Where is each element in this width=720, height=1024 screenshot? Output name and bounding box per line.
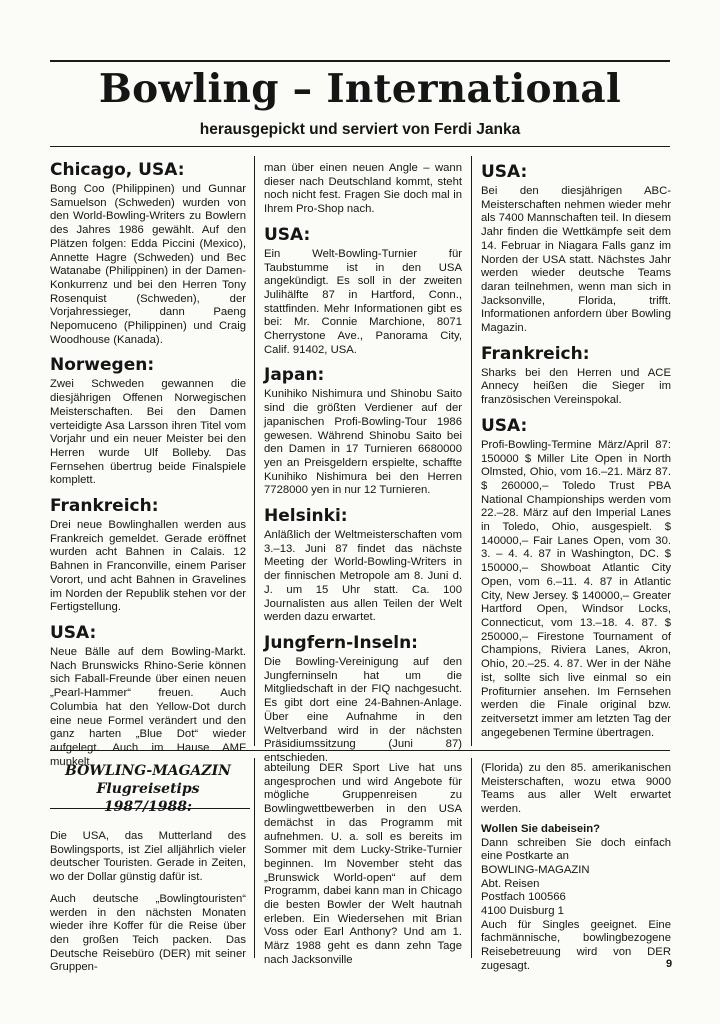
page-title: Bowling – International	[98, 66, 622, 112]
box-text: Auch für Singles geeignet. Eine fachmännische, bowlingbezogene Reisebetreuung wird von DER zugesagt.	[481, 918, 671, 972]
section-text: Anläßlich der Weltmeisterschaften vom 3.–13. Juni 87 findet das nächste Meeting der World-Bowling-Writers in der finnischen Metropole am 8. Juni d. J. um 15 Uhr statt. Ca. 100 Journalisten aus allen Teilen der Welt werden dazu erwartet.	[264, 529, 462, 624]
section-text: Kunihiko Nishimura und Shinobu Saito sind die größten Verdiener auf der japanischen Profi-Bowling-Tour 1986 gewesen. Während Shinobu Saito bei den Damen in 17 Turnieren 6680000 yen an Preisgeldern erspielte, schaffte Kunihiko Nishimura bei den Herren 7728000 yen in nur 12 Turnieren.	[264, 388, 462, 497]
section-text: Bei den diesjährigen ABC-Meisterschaften nehmen wieder mehr als 7400 Mannschaften teil. In diesem Jahr finden die Wettkämpfe seit dem 14. Februar in Niagara Falls ganz im Norden der USA statt. Nächstes Jahr werden wieder deutsche Teams daran teilnehmen, wenn man sich in Jacksonville, Florida, trifft. Informationen anfordern über Bowling Magazin.	[481, 185, 671, 335]
section-text: Drei neue Bowlinghallen werden aus Frankreich gemeldet. Gerade eröffnet wurden acht Bahnen in Calais. 12 Bahnen in Franconville, einem Pariser Vorort, und acht Bahnen in Gravelines im Norden der Republik stehen vor der Fertigstellung.	[50, 519, 246, 614]
section-text: Bong Coo (Philippinen) und Gunnar Samuelson (Schweden) wurden von den World-Bowling-Writers zu Bowlern des Jahres 1986 gewählt. Auf den Plätzen folgen: Edda Piccini (Mexico), Annette Hagre (Schweden) und Bec Watanabe (Philippinen) in der Damen-Konkurrenz und bei den Herren Tony Rosenquist (Schweden), der Vorjahressieger, dann Paeng Nepomuceno (Philippinen) und Craig Woodhouse (Kanada).	[50, 183, 246, 346]
section-heading: USA:	[50, 622, 97, 643]
column-divider-2	[471, 156, 472, 746]
column-3	[481, 162, 671, 740]
box-text: Dann schreiben Sie doch einfach eine Postkarte an	[481, 836, 671, 863]
section-heading: Chicago, USA:	[50, 160, 185, 180]
box-question: Wollen Sie dabeisein?	[481, 822, 601, 835]
section-heading: Frankreich:	[481, 343, 590, 364]
header-bottom-rule	[50, 146, 670, 147]
column-divider-1	[254, 156, 255, 746]
section-text: Ein Welt-Bowling-Turnier für Taubstumme ist in den USA angekündigt. Es soll in der zweiten Julihälfte 87 in Hartford, Conn., stattfinden. Mehr Informationen gibt es bei: Mr. Connie Marchione, 8071 Cherrystone Ave., Panorama City, Calif. 91402, USA.	[264, 247, 462, 356]
section-heading: Jungfern-Inseln:	[264, 632, 418, 653]
box-title-flugreisetips: Flugreisetips 1987/1988:	[96, 781, 200, 815]
box-text: (Florida) zu den 85. amerikanischen Meisterschaften, wozu etwa 9000 Teams aus aller Welt erwartet werden.	[481, 762, 671, 816]
address-line: 4100 Duisburg 1	[481, 905, 564, 918]
box-divider-1	[254, 758, 255, 958]
top-rule	[50, 60, 670, 62]
section-text: Sharks bei den Herren und ACE Annecy heißen die Sieger im französischen Vereinspokal.	[481, 366, 671, 407]
page-number: 9	[666, 958, 673, 970]
section-text: Zwei Schweden gewannen die diesjährigen Offenen Norwegischen Meisterschaften. Bei den Damen verteidigte Asa Larsson ihren Titel vom Vorjahr und ein neuer Meister bei den Herren wurde Ulf Bolleby. Das Fernsehen übertrug beide Finalspiele komplett.	[50, 378, 246, 487]
box-column-1	[50, 762, 246, 975]
box-column-3	[481, 762, 671, 974]
column-2	[264, 162, 462, 766]
section-text: Die Bowling-Vereinigung auf den Jungferninseln hat um die Mitgliedschaft in der FIQ nachgesucht. Es gibt dort eine 24-Bahnen-Anlage. Über eine Aufnahme in den Weltverband wird in der nächsten Präsidiumssitzung (Juni 87) entschieden.	[264, 655, 462, 764]
box-column-2	[264, 762, 462, 968]
box-text: Die USA, das Mutterland des Bowlingsports, ist Ziel alljährlich vieler deutscher Touristen. Gerade in Zeiten, wo der Dollar günstig dafür ist.	[50, 830, 246, 884]
section-heading: USA:	[481, 162, 528, 182]
section-heading: Japan:	[264, 365, 325, 386]
page-subtitle: herausgepickt und serviert von Ferdi Janka	[199, 121, 521, 138]
column-1	[50, 160, 246, 769]
box-text: abteilung DER Sport Live hat uns angesprochen und wird Angebote für mögliche Gruppenreisen zu Bowlingwettbewerben in den USA demächst in das Programm mit aufnehmen. U. a. soll es bereits im Sommer mit dem Lucky-Strike-Turnier beginnen. Im November steht das „Brunswick World-open“ auf dem Programm, dabei kann man in Chicago die besten Bowler der Welt hautnah erleben. Ein Wiedersehen mit Brian Voss oder Earl Anthony? Und am 1. März 1988 geht es dann zehn Tage nach Jacksonville	[264, 762, 462, 966]
section-heading: USA:	[264, 224, 311, 245]
box-title-magazin: BOWLING-MAGAZIN	[65, 763, 231, 779]
section-heading: Frankreich:	[50, 496, 159, 517]
section-text: Neue Bälle auf dem Bowling-Markt. Nach Brunswicks Rhino-Serie können sich Faball-Freunde über einen neuen „Pearl-Hammer“ freuen. Auch Columbia hat den Yellow-Dot durch eine neue Formel verändert und den ganz harten „Blue Dot“ wieder aufgelegt. Auch im Hause AMF munkelt	[50, 645, 246, 768]
address-line: BOWLING-MAGAZIN	[481, 863, 590, 876]
section-heading: Helsinki:	[264, 506, 348, 527]
section-heading: USA:	[481, 415, 528, 436]
box-divider-2	[471, 758, 472, 958]
address-line: Postfach 100566	[481, 891, 566, 904]
box-text: Auch deutsche „Bowlingtouristen“ werden in den nächsten Monaten wieder ihre Koffer für die Reise über den großen Teich packen. Das Deutsche Reisebüro (DER) mit seiner Gruppen-	[50, 892, 246, 974]
section-text: man über einen neuen Angle – wann dieser nach Deutschland kommt, steht noch nicht fest. Fragen Sie doch mal in Ihrem Pro-Shop nach.	[264, 162, 462, 216]
section-heading: Norwegen:	[50, 355, 155, 376]
address-line: Abt. Reisen	[481, 877, 540, 890]
section-text: Profi-Bowling-Termine März/April 87: 150000 $ Miller Lite Open in North Olmsted, Ohio, vom 16.–21. März 87. $ 260000,– Toledo Trust PBA National Championships werden vom 22.–28. März auf den Imperial Lanes in Toledo, Ohio, ausgespielt. $ 140000,– Fair Lanes Open, vom 30. 3. – 4. 4. 87 in Washington, DC. $ 150000,– Showboat Atlantic City Open, vom 6.–11. 4. 87 in Atlantic City, New Jersey. $ 140000,– Greater Hartford Open, Windsor Locks, Connecticut, vom 13.–18. 4. 87. $ 250000,– Firestone Tournament of Champions, Riviera Lanes, Akron, Ohio, 20.–25. 4. 87. Wer in der Nähe ist, sollte sich live einmal so ein Profiturnier ansehen. Im Fernsehen werden die Finale original bzw. zeitversetzt immer am letzten Tag der angegebenen Termine übertragen.	[481, 438, 671, 739]
